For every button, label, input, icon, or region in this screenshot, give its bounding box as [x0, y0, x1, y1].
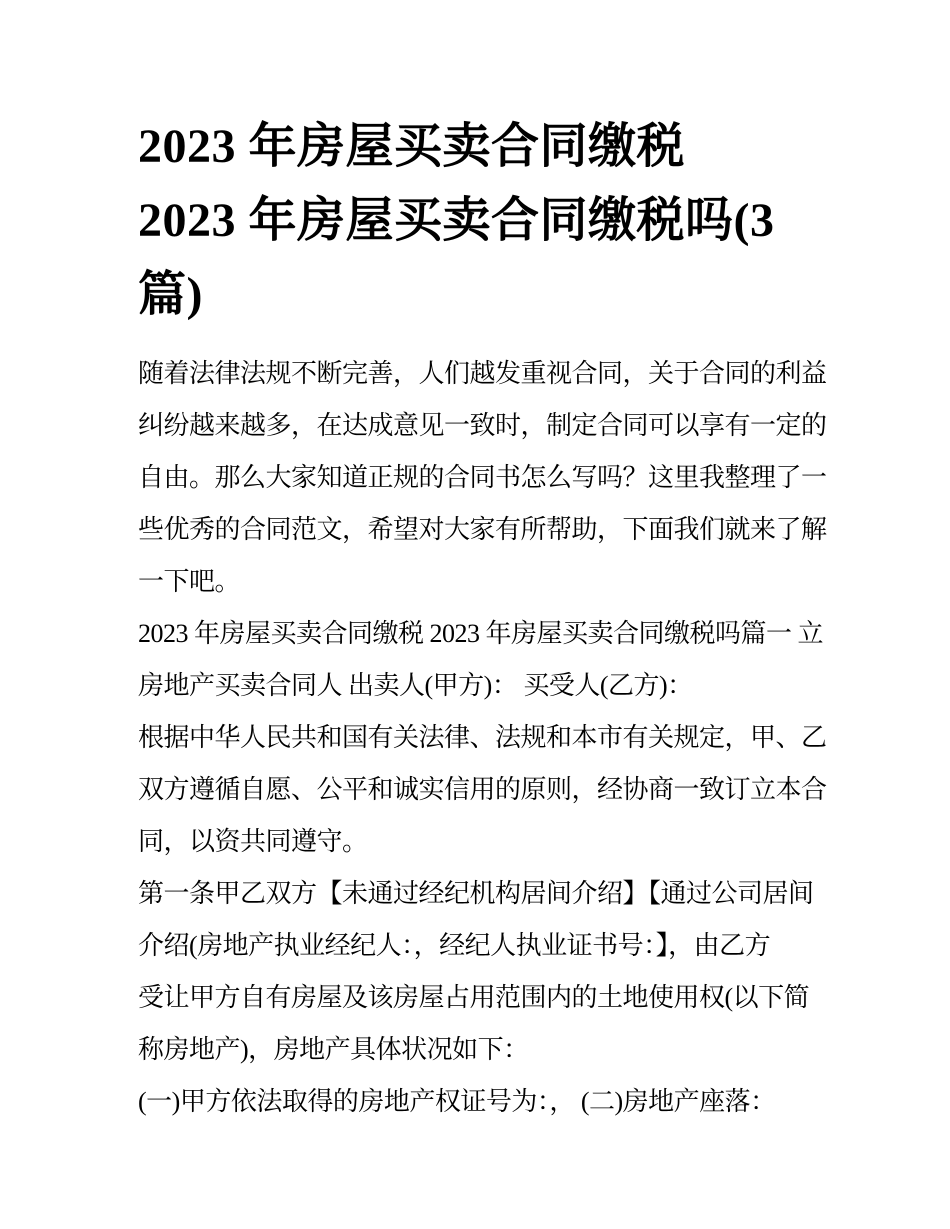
text-line: 称房地产)，房地产具体状况如下：: [138, 1035, 529, 1064]
text-line: 双方遵循自愿、公平和诚实信用的原则，经协商一致订立本合: [138, 775, 827, 804]
paragraph: [138, 348, 827, 608]
text-line: 一下吧。: [138, 567, 241, 596]
title-line: 2023 年房屋买卖合同缴税: [138, 120, 686, 173]
document-title: [138, 110, 822, 332]
text-line: 房地产买卖合同人 出卖人(甲方)： 买受人(乙方)：: [138, 671, 693, 700]
document-body: [138, 348, 827, 1128]
text-line: 根据中华人民共和国有关法律、法规和本市有关规定，甲、乙: [138, 723, 827, 752]
text-line: 受让甲方自有房屋及该房屋占用范围内的土地使用权(以下简: [138, 983, 810, 1012]
text-line: 些优秀的合同范文，希望对大家有所帮助，下面我们就来了解: [138, 515, 827, 544]
text-line: 第一条甲乙双方【未通过经纪机构居间介绍】【通过公司居间: [138, 879, 814, 908]
text-line: 介绍(房地产执业经纪人：，经纪人执业证书号：】，由乙方: [138, 931, 771, 960]
text-line: (一)甲方依法取得的房地产权证号为：， (二)房地产座落：: [138, 1087, 776, 1116]
text-line: 自由。那么大家知道正规的合同书怎么写吗？这里我整理了一: [138, 463, 827, 492]
text-line: 纠纷越来越多，在达成意见一致时，制定合同可以享有一定的: [138, 411, 827, 440]
paragraph: [138, 1076, 822, 1128]
title-line: 2023 年房屋买卖合同缴税吗(3: [138, 194, 775, 247]
paragraph: [138, 868, 822, 1076]
paragraph: [138, 608, 822, 712]
text-line: 2023 年房屋买卖合同缴税 2023 年房屋买卖合同缴税吗篇一 立: [138, 619, 824, 648]
text-line: 同，以资共同遵守。: [138, 827, 368, 856]
paragraph: [138, 712, 827, 868]
text-line: 随着法律法规不断完善，人们越发重视合同，关于合同的利益: [138, 359, 827, 388]
title-line: 篇): [138, 268, 203, 321]
